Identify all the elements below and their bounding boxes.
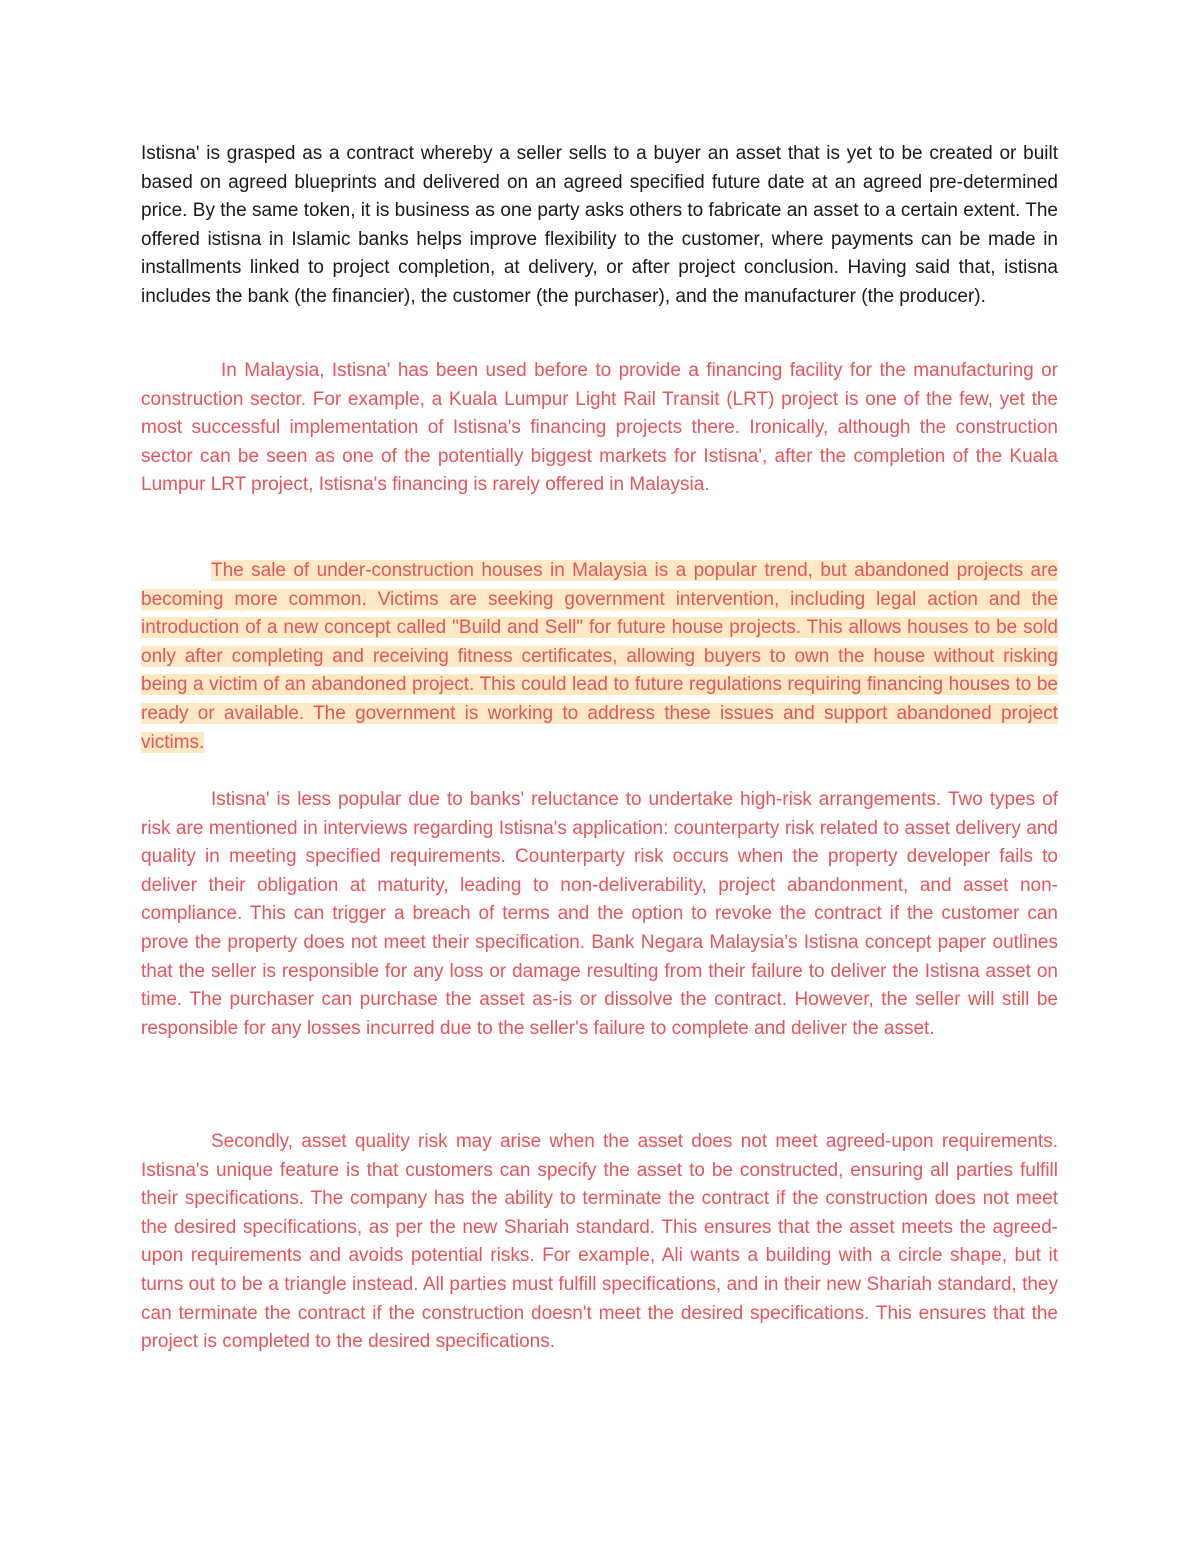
paragraph-istisna-definition: Istisna' is grasped as a contract whereby a seller sells to a buyer an asset that is yet to be created or built based on agreed blueprints and delivered on an agreed specified future date at an agreed pre-determined price. By the same token, it is business as one party asks others to fabricate an asset to a certain extent. The offered istisna in Islamic banks helps improve flexibility to the customer, where payments can be made in installments linked to project completion, at delivery, or after project conclusion. Having said that, istisna includes the bank (the financier), the customer (the purchaser), and the manufacturer (the producer). [141, 143, 1058, 307]
paragraph-asset-quality-risk: Secondly, asset quality risk may arise when the asset does not meet agreed-upon requirements. Istisna's unique feature is that customers can specify the asset to be constructed, ensuring all parties fulfill their specifications. The company has the ability to terminate the contract if the construction does not meet the desired specifications, as per the new Shariah standard. This ensures that the asset meets the agreed-upon requirements and avoids potential risks. For example, Ali wants a building with a circle shape, but it turns out to be a triangle instead. All parties must fulfill specifications, and in their new Shariah standard, they can terminate the contract if the construction doesn't meet the desired specifications. This ensures that the project is completed to the desired specifications. [141, 1131, 1058, 1353]
paragraph-counterparty-risk: Istisna' is less popular due to banks' reluctance to undertake high-risk arrangements. Two types of risk are mentioned in interviews regarding Istisna's application: counterparty risk related to asset delivery and quality in meeting specified requirements. Counterparty risk occurs when the property developer fails to deliver their obligation at maturity, leading to non-deliverability, project abandonment, and asset non-compliance. This can trigger a breach of terms and the option to revoke the contract if the customer can prove the property does not meet their specification. Bank Negara Malaysia's Istisna concept paper outlines that the seller is responsible for any loss or damage resulting from their failure to deliver the Istisna asset on time. The purchaser can purchase the asset as-is or dissolve the contract. However, the seller will still be responsible for any losses incurred due to the seller's failure to complete and deliver the asset. [141, 789, 1058, 1039]
paragraph-malaysia-istisna: In Malaysia, Istisna' has been used before to provide a financing facility for the manufacturing or construction sector. For example, a Kuala Lumpur Light Rail Transit (LRT) project is one of the few, yet the most successful implementation of Istisna's financing projects there. Ironically, although the construction sector can be seen as one of the potentially biggest markets for Istisna', after the completion of the Kuala Lumpur LRT project, Istisna's financing is rarely offered in Malaysia. [141, 360, 1058, 496]
paragraph-under-construction-houses [141, 557, 1058, 757]
highlighted-text: The sale of under-construction houses in Malaysia is a popular trend, but abandoned projects are becoming more common. Victims are seeking government intervention, including legal action and the introduction of a new concept called "Build and Sell" for future house projects. This allows houses to be sold only after completing and receiving fitness certificates, allowing buyers to own the house without risking being a victim of an abandoned project. This could lead to future regulations requiring financing houses to be ready or available. The government is working to address these issues and support abandoned project victims. [141, 560, 1058, 753]
